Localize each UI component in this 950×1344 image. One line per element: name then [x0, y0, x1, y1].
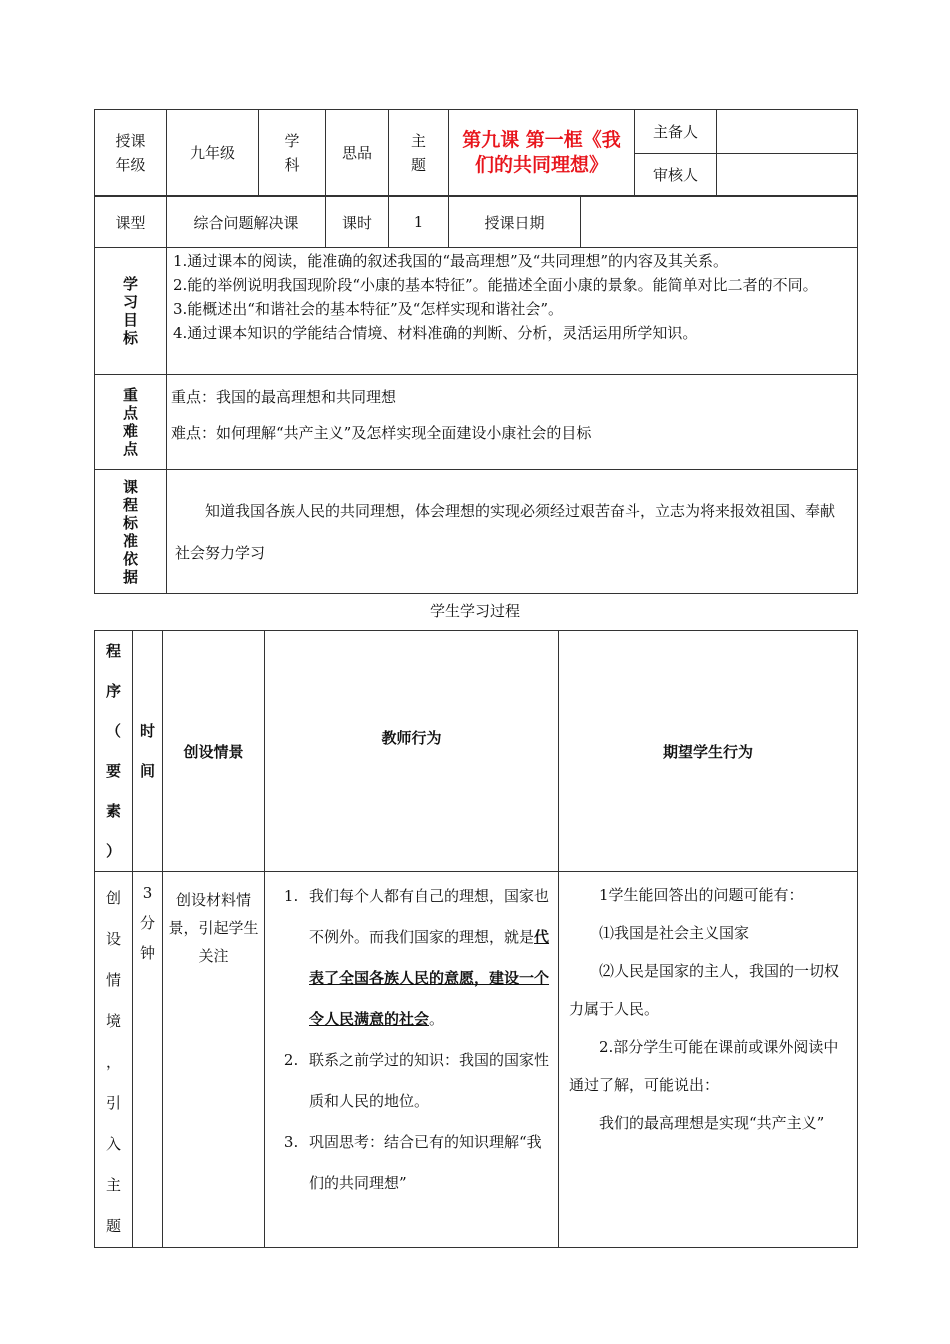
student-line: ⑵人民是国家的主人，我国的一切权力属于人民。: [569, 962, 840, 1018]
teacher-cell: [265, 872, 559, 1248]
subject-label: 学科: [259, 110, 326, 196]
scenario-cell: 创设材料情景，引起学生关注: [163, 872, 265, 1248]
difficult-point: 难点：如何理解“共产主义”及怎样实现全面建设小康社会的目标: [171, 424, 592, 442]
hours-label: 课时: [326, 197, 389, 248]
subject-value: 思品: [326, 110, 389, 196]
student-line: ⑴我国是社会主义国家: [599, 924, 750, 942]
date-value: [581, 197, 858, 248]
header-scenario: 创设情景: [163, 631, 265, 872]
teacher-step: 3. 巩固思考：结合已有的知识理解“我们的共同理想”: [303, 1122, 550, 1204]
student-line: 我们的最高理想是实现“共产主义”: [599, 1114, 825, 1132]
goal-item: 3.能概述出“和谐社会的基本特征”及“怎样实现和谐社会”。: [173, 300, 563, 318]
topic-title: 第九课 第一框《我们的共同理想》: [449, 110, 635, 196]
hours-value: 1: [389, 197, 449, 248]
student-line: 1学生能回答出的问题可能有：: [599, 886, 804, 904]
goals-table: [94, 247, 858, 594]
reviewer-value: [717, 154, 858, 196]
header-student: 期望学生行为: [559, 631, 858, 872]
goal-item: 2.能的举例说明我国现阶段“小康的基本特征”。能描述全面小康的景象。能简单对比二者的不同。: [173, 276, 818, 294]
process-table: [94, 630, 858, 1248]
lesson-type-table: [94, 196, 858, 248]
preparer-label: 主备人: [635, 110, 717, 154]
date-label: 授课日期: [449, 197, 581, 248]
grade-label: 授课年级: [95, 110, 167, 196]
goal-item: 1.通过课本的阅读，能准确的叙述我国的“最高理想”及“共同理想”的内容及其关系。: [173, 252, 728, 270]
key-points-label: 重 点 难 点: [95, 375, 167, 470]
header-stage: 程 序 （ 要 素 ）: [95, 631, 133, 872]
goal-item: 4.通过课本知识的学能结合情境、材料准确的判断、分析，灵活运用所学知识。: [173, 324, 698, 342]
header-time: 时 间: [133, 631, 163, 872]
header-teacher: 教师行为: [265, 631, 559, 872]
reviewer-label: 审核人: [635, 154, 717, 196]
key-points: [167, 375, 858, 470]
student-line: 2.部分学生可能在课前或课外阅读中通过了解，可能说出：: [569, 1038, 839, 1094]
topic-label: 主题: [389, 110, 449, 196]
goals-label: 学 习 目 标: [95, 248, 167, 375]
student-cell: [559, 872, 858, 1248]
goals-list: [167, 248, 858, 375]
type-value: 综合问题解决课: [167, 197, 326, 248]
preparer-value: [717, 110, 858, 154]
teacher-step: 2. 联系之前学过的知识：我国的国家性质和人民的地位。: [303, 1040, 550, 1122]
standard-text: 知道我国各族人民的共同理想，体会理想的实现必须经过艰苦奋斗，立志为将来报效祖国、奉献社会努力学习: [167, 470, 858, 594]
standard-label: 课 程 标 准 依 据: [95, 470, 167, 594]
time-cell: 3 分 钟: [133, 872, 163, 1248]
type-label: 课型: [95, 197, 167, 248]
grade-value: 九年级: [167, 110, 259, 196]
lesson-info-table: [94, 109, 858, 196]
process-caption: 学生学习过程: [429, 602, 520, 620]
teacher-step: 1. 我们每个人都有自己的理想，国家也不例外。而我们国家的理想，就是代表了全国各族人民的意愿，建设一个令人民满意的社会。: [303, 876, 550, 1040]
key-point: 重点：我国的最高理想和共同理想: [171, 388, 397, 406]
stage-cell: 创 设 情 境 ， 引 入 主 题: [95, 872, 133, 1248]
